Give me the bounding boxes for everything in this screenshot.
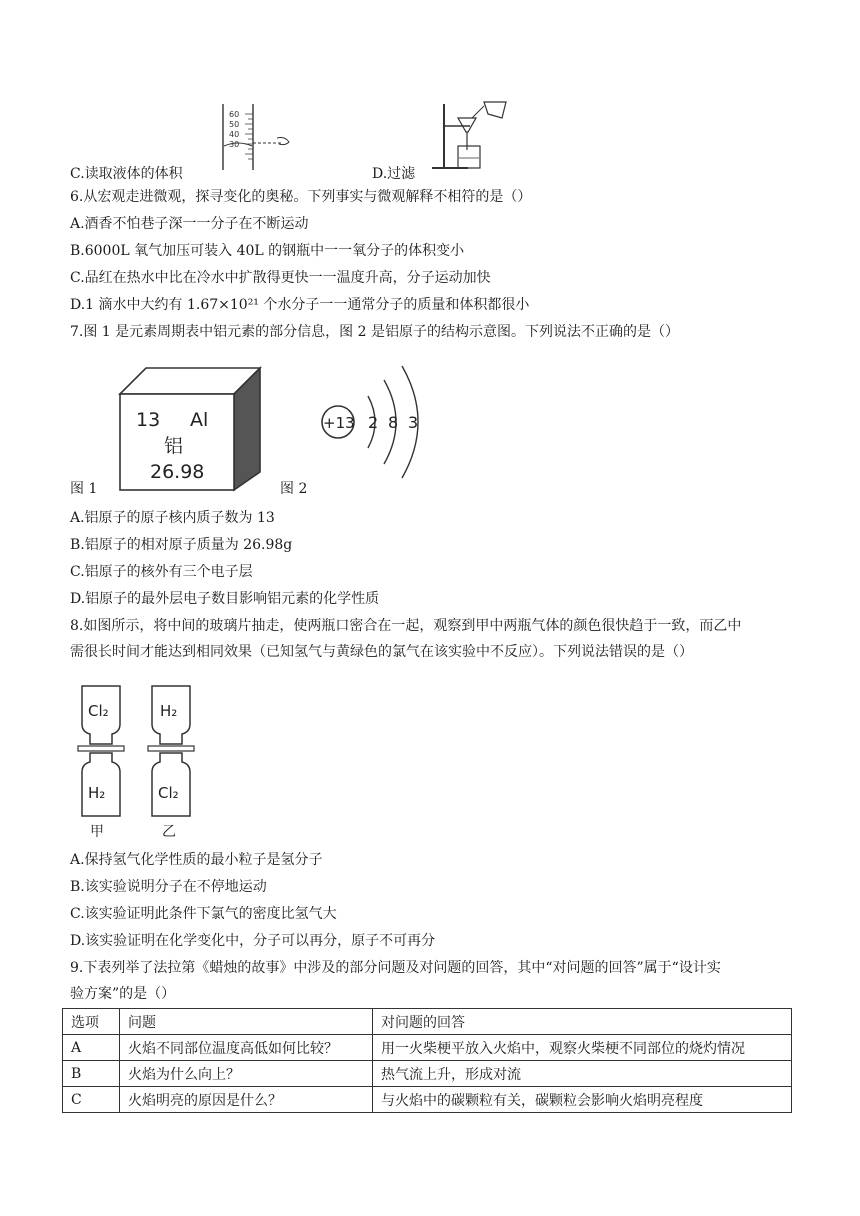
table-header-cell: 选项 <box>63 1009 120 1035</box>
yi-top-gas: H₂ <box>160 702 178 720</box>
table-header-cell: 对问题的回答 <box>373 1009 792 1035</box>
q8-stem-line1: 8.如图所示，将中间的玻璃片抽走，使两瓶口密合在一起，观察到甲中两瓶气体的颜色很快趋于一致，而乙中 <box>70 618 742 634</box>
cylinder-tick-50: 50 <box>229 120 240 129</box>
q9-stem-line1: 9.下表列举了法拉第《蜡烛的故事》中涉及的部分问题及对问题的回答，其中“对问题的回答”属于“设计实 <box>70 960 721 976</box>
cylinder-tick-40: 40 <box>229 130 240 139</box>
eye-icon <box>277 138 289 145</box>
q8-option-a: A.保持氢气化学性质的最小粒子是氢分子 <box>70 852 323 868</box>
table-row <box>63 1035 792 1061</box>
table-cell: 火焰为什么向上？ <box>120 1061 373 1087</box>
table-cell: 热气流上升，形成对流 <box>373 1061 792 1087</box>
yi-label: 乙 <box>162 824 176 840</box>
q7-option-a: A.铝原子的原子核内质子数为 13 <box>70 510 275 526</box>
q7-option-b: B.铝原子的相对原子质量为 26.98g <box>70 537 293 553</box>
fig2-label: 图 2 <box>280 481 308 497</box>
table-row <box>63 1061 792 1087</box>
table-cell: B <box>63 1061 120 1087</box>
q6-option-b: B.6000L 氧气加压可装入 40L 的钢瓶中一一氧分子的体积变小 <box>70 243 465 259</box>
table-cell: A <box>63 1035 120 1061</box>
cylinder-tick-60: 60 <box>229 110 240 119</box>
q8-option-d: D.该实验证明在化学变化中，分子可以再分，原子不可再分 <box>70 933 436 949</box>
table-cell: 火焰明亮的原因是什么？ <box>120 1087 373 1113</box>
q7-option-d: D.铝原子的最外层电子数目影响铝元素的化学性质 <box>70 591 380 607</box>
q7-stem: 7.图 1 是元素周期表中铝元素的部分信息，图 2 是铝原子的结构示意图。下列说法不正确的是（） <box>70 324 679 340</box>
q8-option-c: C.该实验证明此条件下氯气的密度比氢气大 <box>70 906 337 922</box>
shell-1-electrons: 2 <box>368 413 379 432</box>
table-cell: 火焰不同部位温度高低如何比较？ <box>120 1035 373 1061</box>
shell-3-electrons: 3 <box>408 413 419 432</box>
table-cell: 用一火柴梗平放入火焰中，观察火柴梗不同部位的烧灼情况 <box>373 1035 792 1061</box>
filtration-figure <box>428 98 518 172</box>
periodic-table-cell-figure <box>114 364 264 494</box>
element-symbol: Al <box>190 409 209 431</box>
element-name: 铝 <box>164 435 184 457</box>
fig1-label: 图 1 <box>70 481 98 497</box>
q6-stem: 6.从宏观走进微观，探寻变化的奥秘。下列事实与微观解释不相符的是（） <box>70 189 532 205</box>
cylinder-tick-30: 30 <box>229 140 240 149</box>
table-row <box>63 1087 792 1113</box>
q6-option-d: D.1 滴水中大约有 1.67×10²¹ 个水分子一一通常分子的质量和体积都很小 <box>70 297 530 313</box>
q6-option-a: A.酒香不怕巷子深一一分子在不断运动 <box>70 216 309 232</box>
nucleus-charge: +13 <box>323 414 355 432</box>
q9-table <box>62 1008 792 1113</box>
table-cell: 与火焰中的碳颗粒有关，碳颗粒会影响火焰明亮程度 <box>373 1087 792 1113</box>
q9-stem-line2: 验方案”的是（） <box>70 986 176 1002</box>
q8-stem-line2: 需很长时间才能达到相同效果（已知氢气与黄绿色的氯气在该实验中不反应）。下列说法错误的是（） <box>70 644 693 660</box>
q8-option-b: B.该实验说明分子在不停地运动 <box>70 879 267 895</box>
q6-option-c: C.品红在热水中比在冷水中扩散得更快一一温度升高，分子运动加快 <box>70 270 491 286</box>
jia-bottom-gas: H₂ <box>88 784 106 802</box>
graduated-cylinder-figure <box>215 100 295 172</box>
jia-top-gas: Cl₂ <box>88 702 109 720</box>
q5-option-c: C.读取液体的体积 <box>70 166 183 182</box>
q5-option-d: D.过滤 <box>372 166 416 182</box>
atomic-number: 13 <box>136 409 161 431</box>
table-cell: C <box>63 1087 120 1113</box>
jia-label: 甲 <box>90 824 104 840</box>
shell-2-electrons: 8 <box>388 413 399 432</box>
table-header-row <box>63 1009 792 1035</box>
yi-bottom-gas: Cl₂ <box>158 784 179 802</box>
table-header-cell: 问题 <box>120 1009 373 1035</box>
gas-bottles-figure <box>70 680 210 840</box>
q7-option-c: C.铝原子的核外有三个电子层 <box>70 564 253 580</box>
atomic-mass: 26.98 <box>150 461 205 483</box>
atom-structure-diagram <box>310 360 440 480</box>
